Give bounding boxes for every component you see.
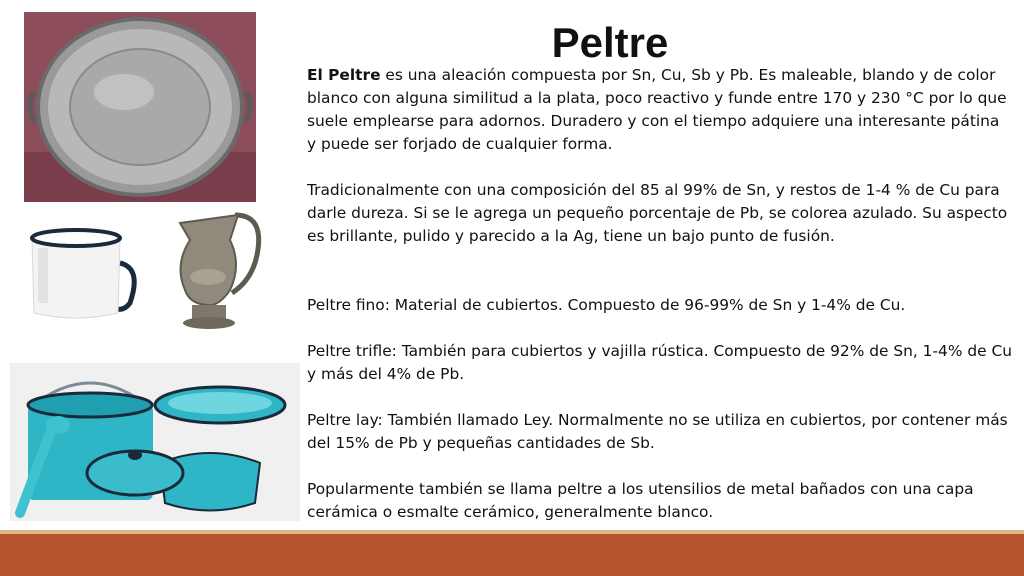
slide-body [307,64,1012,524]
pewter-plate-image [24,12,256,202]
composition-paragraph: Tradicionalmente con una composición del 85 al 99% de Sn, y restos de 1-4 % de Cu para darle dureza. Si se le agrega un pequeño porcentaje de Pb, se colorea azulado. Su aspecto es brillante, pulido y parecido a la Ag, tiene un bajo punto de fusión. [307,181,1008,245]
intro-paragraph [307,64,1012,156]
peltre-fino-paragraph: Peltre fino: Material de cubiertos. Compuesto de 96-99% de Sn y 1-4% de Cu. [307,296,906,314]
intro-text: es una aleación compuesta por Sn, Cu, Sb y Pb. Es maleable, blando y de color blanco con alguna similitud a la plata, poco reactivo y funde entre 170 y 230 °C por lo que suele emplearse para adornos. Duradero y con el tiempo adquiere una interesante pátina y puede ser forjado de cualquier forma. [307,66,1007,153]
intro-bold-term: El Peltre [307,66,381,84]
popular-usage-paragraph: Popularmente también se llama peltre a los utensilios de metal bañados con una capa cerámica o esmalte cerámico, generalmente blanco. [307,480,974,521]
footer-band [0,534,1024,576]
slide-title: Peltre [551,19,669,66]
pewter-jug-image [160,205,270,335]
enamel-mug-image [20,218,140,328]
turquoise-enamel-cookware-image [10,363,300,521]
peltre-trifle-paragraph: Peltre trifle: También para cubiertos y vajilla rústica. Compuesto de 92% de Sn, 1-4% de Cu y más del 4% de Pb. [307,342,1012,383]
peltre-lay-paragraph: Peltre lay: También llamado Ley. Normalmente no se utiliza en cubiertos, por contener más del 15% de Pb y pequeñas cantidades de Sb. [307,411,1008,452]
